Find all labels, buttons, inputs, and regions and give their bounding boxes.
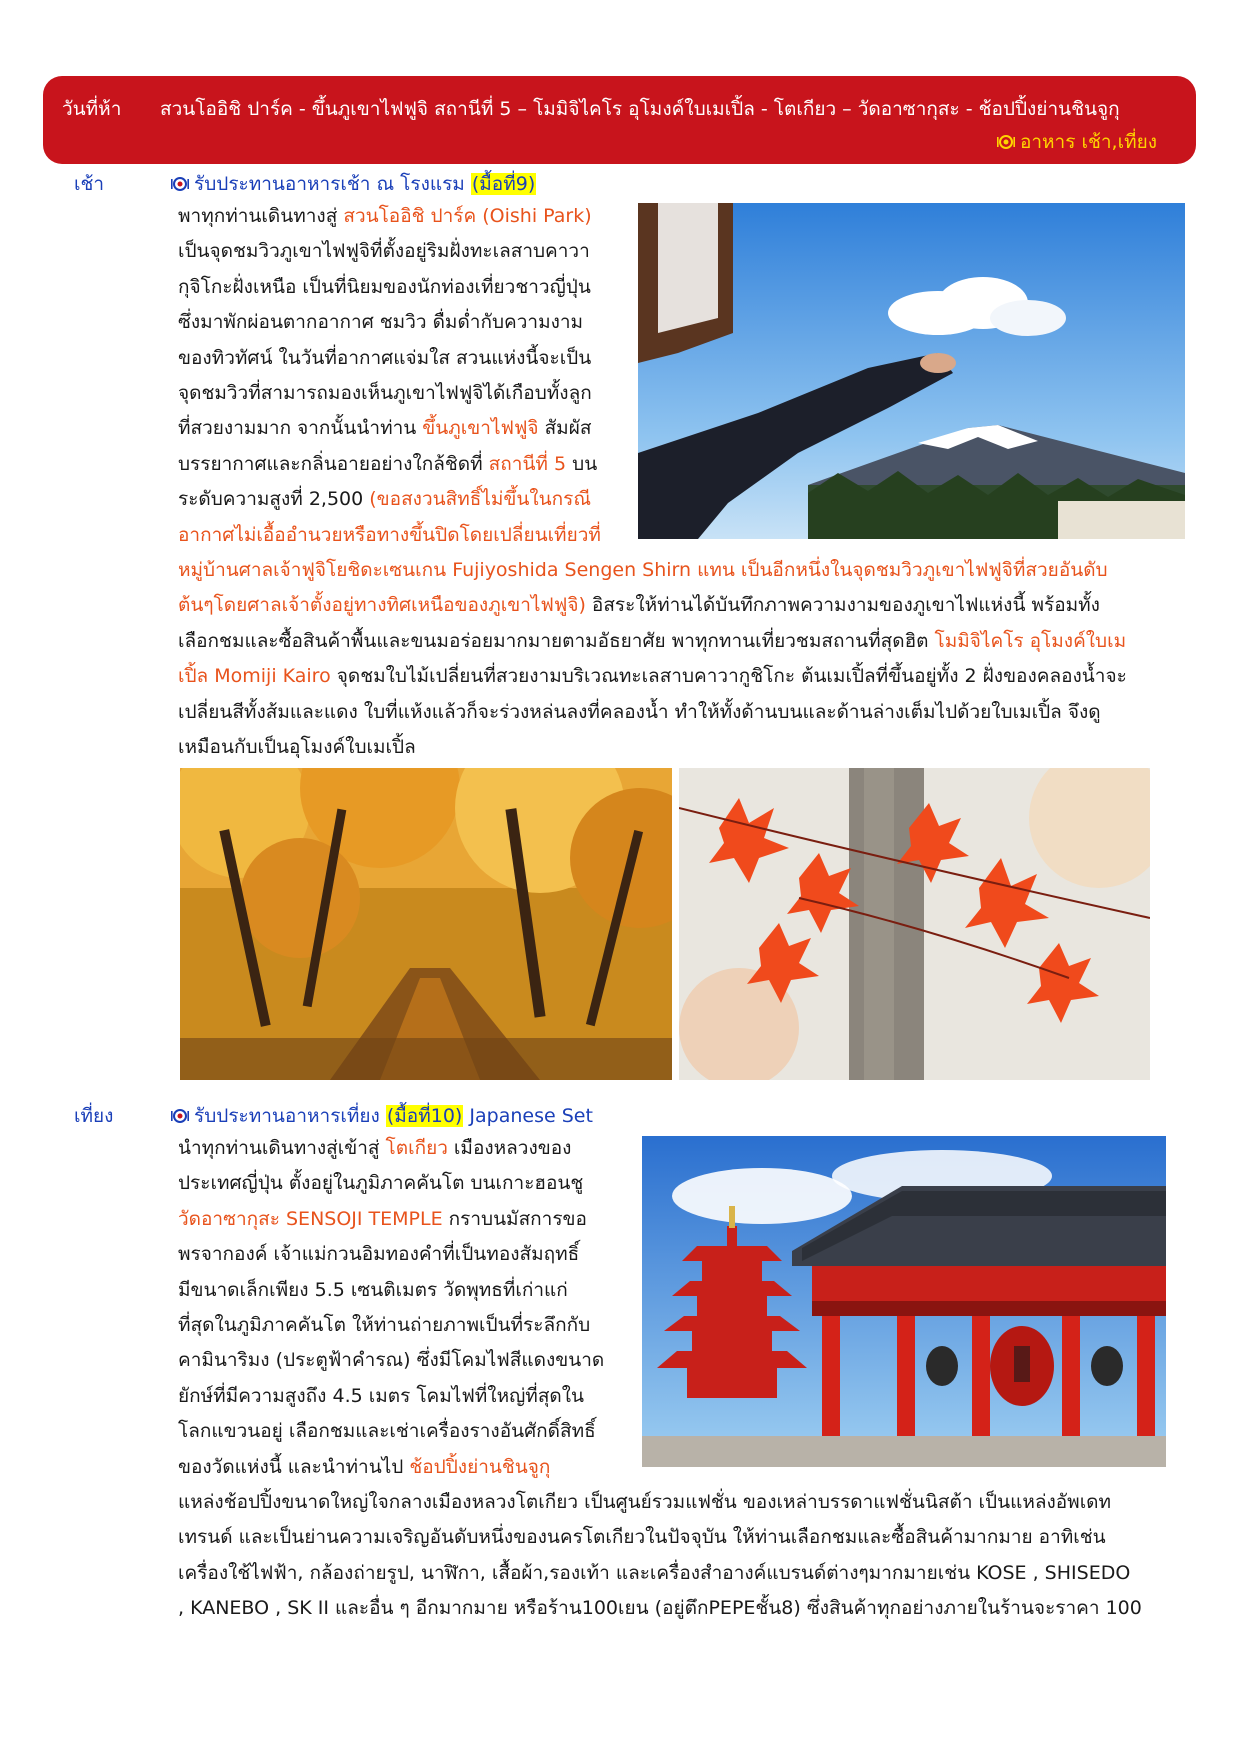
morning-text: จุดชมวิวที่สามารถมองเห็นภูเขาไฟฟูจิได้เกือบทั้งลูก bbox=[178, 382, 592, 405]
morning-text: กุจิโกะฝั่งเหนือ เป็นที่นิยมของนักท่องเที่ยวชาวญี่ปุ่น bbox=[178, 275, 591, 298]
morning-highlight: สวนโออิชิ ปาร์ค (Oishi Park) bbox=[343, 205, 592, 227]
noon-text: ที่สุดในภูมิภาคคันโต ให้ท่านถ่ายภาพเป็นที่ระลึกกับ bbox=[178, 1314, 591, 1337]
morning-text: เป็นจุดชมวิวภูเขาไฟฟูจิที่ตั้งอยู่ริมฝั่งทะเลสาบคาวา bbox=[178, 240, 590, 263]
noon-text: เทรนด์ และเป็นย่านความเจริญอันดับหนึ่งของนครโตเกียวในปัจจุบัน ให้ท่านเลือกชมและซื้อสินค้ามากมาย อาทิเช่น bbox=[178, 1526, 1106, 1549]
morning-highlight: อากาศไม่เอื้ออำนวยหรือทางขึ้นปิดโดยเปลี่ยนเที่ยวที่ bbox=[178, 523, 601, 546]
sensoji-temple-photo bbox=[642, 1136, 1166, 1467]
noon-highlight: โตเกียว bbox=[385, 1137, 448, 1159]
day-meals-text: อาหาร เช้า,เที่ยง bbox=[1019, 131, 1157, 153]
noon-text: พรจากองค์ เจ้าแม่กวนอิมทองคำที่เป็นทองสัมฤทธิ์ bbox=[178, 1243, 580, 1266]
noon-text: เครื่องใช้ไฟฟ้า, กล้องถ่ายรูป, นาฬิกา, เสื้อผ้า,รองเท้า และเครื่องสำอางค์แบรนด์ต่างๆมากมายเช่น KOSE , SHISEDO bbox=[178, 1561, 1131, 1584]
morning-text: ของทิวทัศน์ ในวันที่อากาศแจ่มใส สวนแห่งนี้จะเป็น bbox=[178, 346, 592, 369]
morning-text: ระดับความสูงที่ 2,500 bbox=[178, 488, 370, 511]
noon-line bbox=[178, 1556, 1178, 1591]
noon-label: เที่ยง bbox=[74, 1105, 114, 1127]
morning-line bbox=[178, 588, 1178, 623]
morning-text: บรรยากาศและกลิ่นอายอย่างใกล้ชิดที่ bbox=[178, 452, 489, 475]
fuji-hand-photo bbox=[638, 203, 1185, 539]
day-label: วันที่ห้า bbox=[62, 98, 122, 120]
noon-text: กราบนมัสการขอ bbox=[442, 1207, 587, 1230]
noon-meal-text: รับประทานอาหารเที่ยง bbox=[194, 1105, 380, 1127]
morning-line bbox=[178, 730, 1178, 765]
morning-meal-text: รับประทานอาหารเช้า ณ โรงแรม bbox=[194, 173, 465, 195]
morning-text: สัมผัส bbox=[538, 417, 592, 440]
morning-highlight: เปิ้ล Momiji Kairo bbox=[178, 665, 331, 688]
morning-text: จุดชมใบไม้เปลี่ยนที่สวยงามบริเวณทะเลสาบคาวากูชิโกะ ต้นเมเปิ้ลที่ขึ้นอยู่ทั้ง 2 ฝั่งของคลองน้ำจะ bbox=[330, 665, 1127, 688]
morning-text: เปลี่ยนสีทั้งส้มและแดง ใบที่แห้งแล้วก็จะร่วงหล่นลงที่คลองน้ำ ทำให้ทั้งด้านบนและด้านล่างเต็มไปด้วยใบเมเปิ้ล จึงดู bbox=[178, 700, 1101, 723]
noon-text: โลกแขวนอยู่ เลือกชมและเช่าเครื่องรางอันศักดิ์สิทธิ์ bbox=[178, 1420, 596, 1443]
morning-highlight: ต้นๆโดยศาลเจ้าตั้งอยู่ทางทิศเหนือของภูเขาไฟฟูจิ) bbox=[178, 594, 586, 617]
noon-line bbox=[178, 1591, 1178, 1626]
noon-highlight: ช้อปปิ้งย่านชินจูกุ bbox=[409, 1455, 551, 1478]
noon-line bbox=[178, 1520, 1178, 1555]
noon-meal-suffix: Japanese Set bbox=[469, 1105, 593, 1127]
noon-highlight: วัดอาซากุสะ SENSOJI TEMPLE bbox=[178, 1207, 443, 1230]
morning-text: บน bbox=[566, 452, 598, 475]
maple-leaves-photo bbox=[679, 768, 1150, 1080]
noon-text: ของวัดแห่งนี้ และนำท่านไป bbox=[178, 1455, 410, 1478]
morning-highlight: สถานีที่ 5 bbox=[488, 452, 567, 475]
day-title: สวนโออิชิ ปาร์ค - ขึ้นภูเขาไฟฟูจิ สถานีที่ 5 – โมมิจิไคโร อุโมงค์ใบเมเปิ้ล - โตเกียว – วัดอาซากุสะ - ช้อปปิ้งย่านชินจูกุ bbox=[160, 98, 1120, 120]
morning-text: พาทุกท่านเดินทางสู่ bbox=[178, 205, 344, 227]
morning-meal-line bbox=[171, 169, 536, 199]
bowl-icon bbox=[997, 135, 1015, 149]
morning-label: เช้า bbox=[74, 173, 105, 195]
noon-meal-line bbox=[171, 1101, 593, 1131]
morning-text: อิสระให้ท่านได้บันทึกภาพความงามของภูเขาไฟแห่งนี้ พร้อมทั้ง bbox=[585, 594, 1100, 617]
noon-meal-badge: (มื้อที่10) bbox=[386, 1105, 463, 1127]
morning-text: ซึ่งมาพักผ่อนตากอากาศ ชมวิว ดื่มด่ำกับความงาม bbox=[178, 311, 584, 334]
morning-line bbox=[178, 553, 1178, 588]
noon-text: คามินาริมง (ประตูฟ้าคำรณ) ซึ่งมีโคมไฟสีแดงขนาด bbox=[178, 1349, 605, 1372]
bowl-icon bbox=[171, 1109, 189, 1123]
morning-text: เหมือนกับเป็นอุโมงค์ใบเมเปิ้ล bbox=[178, 736, 416, 759]
morning-line bbox=[178, 659, 1178, 694]
noon-line bbox=[178, 1485, 1178, 1520]
bowl-icon bbox=[171, 177, 189, 191]
morning-text: ที่สวยงามมาก จากนั้นนำท่าน bbox=[178, 417, 423, 440]
morning-highlight: หมู่บ้านศาลเจ้าฟูจิโยชิดะเซนเกน Fujiyoshida Sengen Shirn แทน เป็นอีกหนึ่งในจุดชมวิวภูเขาไฟฟูจิที่สวยอันดับ bbox=[178, 559, 1108, 582]
morning-meal-badge: (มื้อที่9) bbox=[471, 173, 536, 195]
morning-line bbox=[178, 695, 1178, 730]
noon-text: , KANEBO , SK II และอื่น ๆ อีกมากมาย หรือร้าน100เยน (อยู่ตึกPEPEชั้น8) ซึ่งสินค้าทุกอย่างภายในร้านจะราคา 100 bbox=[178, 1597, 1142, 1620]
noon-text: ประเทศญี่ปุ่น ตั้งอยู่ในภูมิภาคคันโต บนเกาะฮอนชู bbox=[178, 1172, 584, 1195]
noon-text: เมืองหลวงของ bbox=[447, 1137, 572, 1159]
morning-highlight: โมมิจิไคโร อุโมงค์ใบเม bbox=[934, 629, 1127, 652]
morning-text: เลือกชมและซื้อสินค้าพื้นและขนมอร่อยมากมายตามอัธยาศัย พาทุกทานเที่ยวชมสถานที่สุดฮิต bbox=[178, 629, 935, 652]
maple-tunnel-photo bbox=[180, 768, 672, 1080]
noon-text: นำทุกท่านเดินทางสู่เข้าสู่ bbox=[178, 1137, 386, 1159]
noon-text: มีขนาดเล็กเพียง 5.5 เซนติเมตร วัดพุทธที่เก่าแก่ bbox=[178, 1278, 568, 1301]
morning-highlight: (ขอสงวนสิทธิ์ไม่ขึ้นในกรณี bbox=[369, 488, 591, 511]
morning-line bbox=[178, 624, 1178, 659]
morning-highlight: ขึ้นภูเขาไฟฟูจิ bbox=[422, 417, 539, 440]
noon-text: แหล่งช้อปปิ้งขนาดใหญ่ใจกลางเมืองหลวงโตเกียว เป็นศูนย์รวมแฟชั่น ของเหล่าบรรดาแฟชั่นนิสต้า เป็นแหล่งอัพเดท bbox=[178, 1491, 1112, 1514]
noon-text: ยักษ์ที่มีความสูงถึง 4.5 เมตร โคมไฟที่ใหญ่ที่สุดใน bbox=[178, 1384, 585, 1407]
day-meals bbox=[997, 127, 1157, 157]
